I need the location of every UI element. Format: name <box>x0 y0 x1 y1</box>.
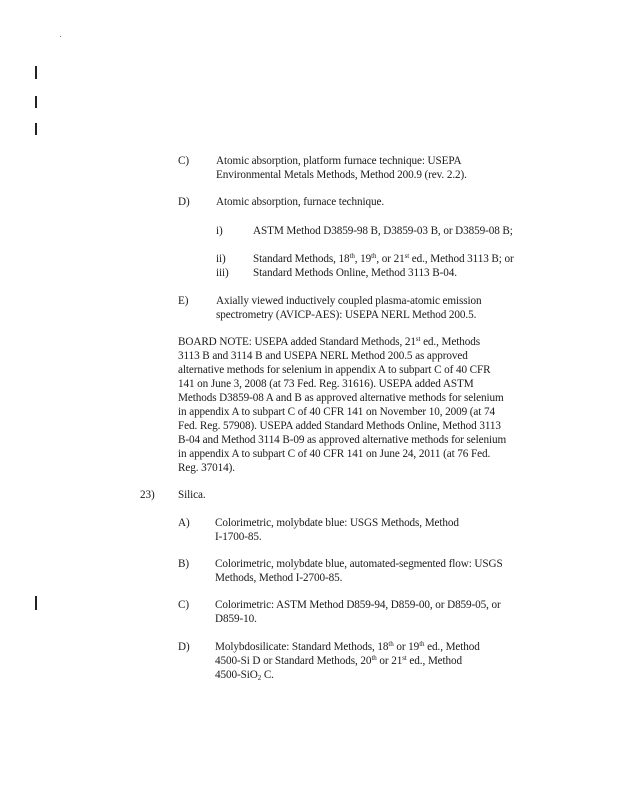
subitem-label: i) <box>216 225 223 237</box>
item-label: E) <box>178 295 189 307</box>
item-text: Colorimetric: ASTM Method D859-94, D859-00, or D859-05, or <box>215 599 501 611</box>
item-text: Molybdosilicate: Standard Methods, 18th or 19th ed., Method <box>215 640 480 653</box>
item-text: 4500-SiO$_2$ C. <box>215 669 274 682</box>
board-note-line: Reg. 37014). <box>178 462 235 474</box>
board-note-line: 3113 B and 3114 B and USEPA NERL Method 200.5 as approved <box>178 350 468 362</box>
board-note-line: in appendix A to subpart C of 40 CFR 141 on November 10, 2009 (at 74 <box>178 406 495 418</box>
item-text: I-1700-85. <box>215 531 262 543</box>
item-label: C) <box>178 599 189 611</box>
item-label: A) <box>178 517 190 529</box>
item-text: Methods, Method I-2700-85. <box>215 572 343 584</box>
item-text: Colorimetric, molybdate blue, automated-segmented flow: USGS <box>215 558 503 570</box>
subitem-text: Standard Methods Online, Method 3113 B-04. <box>253 267 457 279</box>
subitem-text: ASTM Method D3859-98 B, D3859-03 B, or D3859-08 B; <box>253 225 513 237</box>
item-text: spectrometry (AVICP-AES): USEPA NERL Method 200.5. <box>216 309 477 321</box>
subitem-label: ii) <box>216 253 226 265</box>
item-text: Colorimetric, molybdate blue: USGS Methods, Method <box>215 517 459 529</box>
section-number: 23) <box>140 489 155 501</box>
item-text: Atomic absorption, furnace technique. <box>216 196 385 208</box>
subitem-label: iii) <box>216 267 229 279</box>
change-bar <box>35 66 37 79</box>
item-text: Axially viewed inductively coupled plasma-atomic emission <box>216 295 482 307</box>
board-note-line: Methods D3859-08 A and B as approved alternative methods for selenium <box>178 392 504 404</box>
item-text: 4500-Si D or Standard Methods, 20th or 21st ed., Method <box>215 654 463 667</box>
board-note-line: BOARD NOTE: USEPA added Standard Methods, 21st ed., Methods <box>178 335 480 348</box>
section-title: Silica. <box>178 489 206 501</box>
item-text: D859-10. <box>215 613 257 625</box>
item-label: C) <box>178 155 189 167</box>
board-note-line: in appendix A to subpart C of 40 CFR 141 on June 24, 2011 (at 76 Fed. <box>178 448 491 460</box>
change-bar <box>35 596 37 610</box>
change-bar <box>35 96 37 108</box>
scan-speck <box>60 36 61 37</box>
board-note-line: alternative methods for selenium in appendix A to subpart C of 40 CFR <box>178 364 491 376</box>
board-note-line: B-04 and Method 3114 B-09 as approved alternative methods for selenium <box>178 434 507 446</box>
subitem-text: Standard Methods, 18th, 19th, or 21st ed., Method 3113 B; or <box>253 252 514 265</box>
board-note-line: Fed. Reg. 57908). USEPA added Standard Methods Online, Method 3113 <box>178 420 501 432</box>
item-label: B) <box>178 558 189 570</box>
board-note-line: 141 on June 3, 2008 (at 73 Fed. Reg. 31616). USEPA added ASTM <box>178 378 474 390</box>
item-text: Environmental Metals Methods, Method 200.9 (rev. 2.2). <box>216 169 467 181</box>
change-bar <box>35 123 37 135</box>
item-label: D) <box>178 196 190 208</box>
item-label: D) <box>178 641 190 653</box>
item-text: Atomic absorption, platform furnace technique: USEPA <box>216 155 462 167</box>
